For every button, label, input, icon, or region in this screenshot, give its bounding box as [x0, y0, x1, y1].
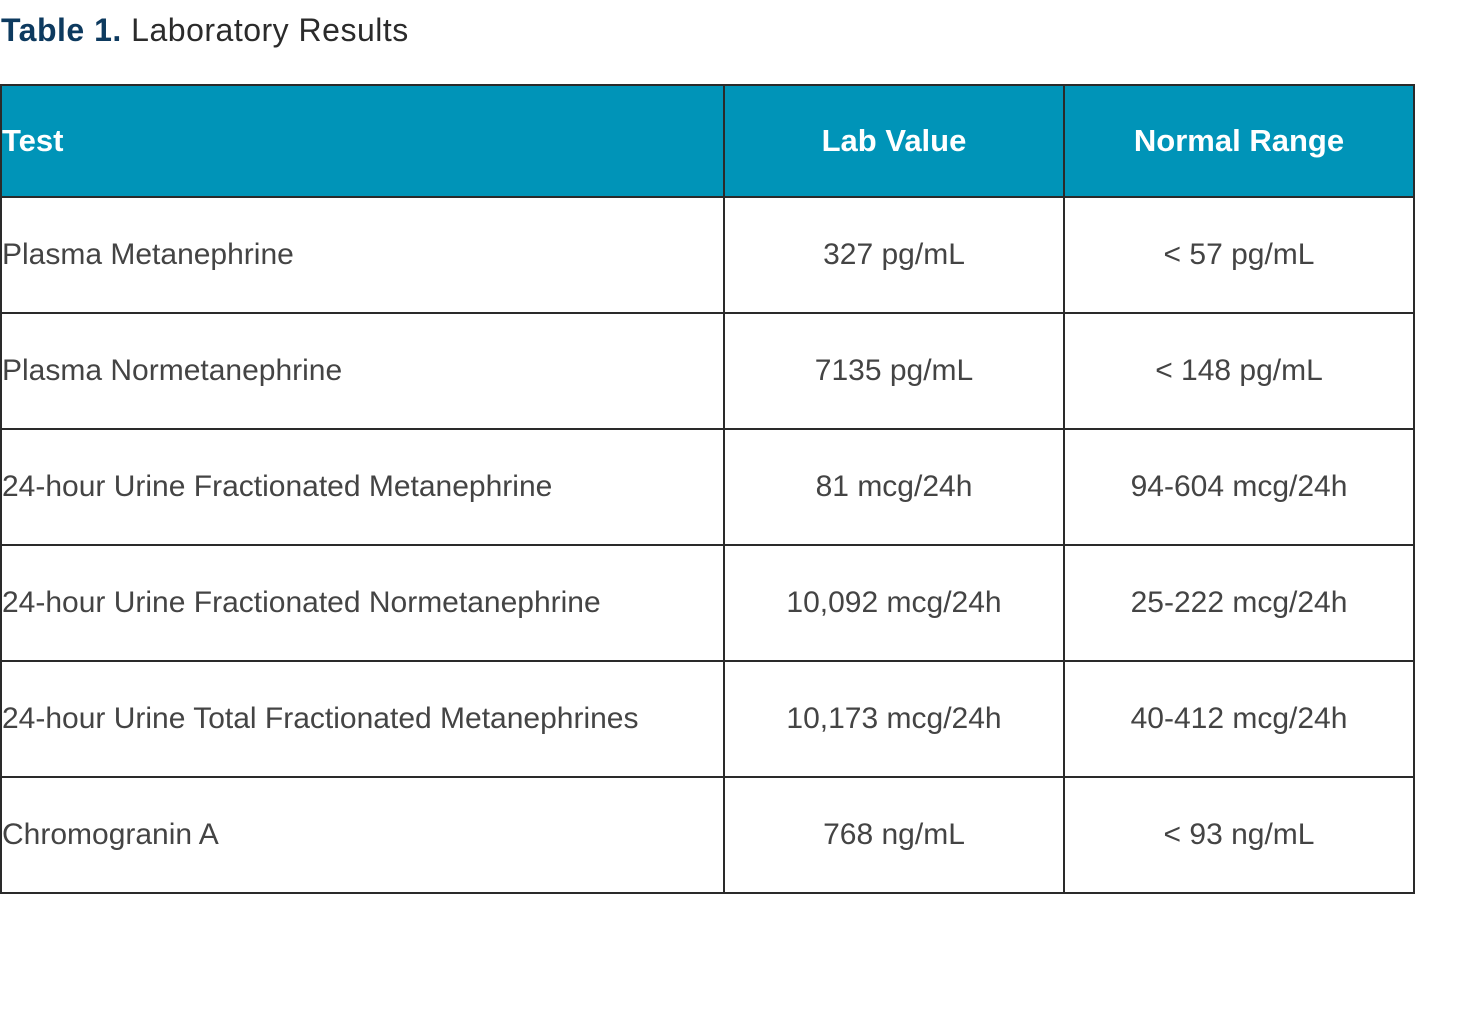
- cell-test: Chromogranin A: [1, 777, 724, 893]
- cell-lab-value: 10,092 mcg/24h: [724, 545, 1064, 661]
- cell-lab-value: 327 pg/mL: [724, 197, 1064, 313]
- table-row: [1, 197, 1414, 313]
- table-header: [1, 85, 1414, 197]
- cell-test: Plasma Metanephrine: [1, 197, 724, 313]
- header-row: [1, 85, 1414, 197]
- header-lab-value: Lab Value: [724, 85, 1064, 197]
- table-row: [1, 545, 1414, 661]
- caption-label: Table 1.: [1, 12, 122, 48]
- cell-normal-range: < 93 ng/mL: [1064, 777, 1414, 893]
- table-row: [1, 429, 1414, 545]
- cell-test: 24-hour Urine Total Fractionated Metanephrines: [1, 661, 724, 777]
- caption-title: Laboratory Results: [131, 12, 409, 48]
- cell-test: Plasma Normetanephrine: [1, 313, 724, 429]
- table-caption: [1, 8, 409, 52]
- header-test: Test: [1, 85, 724, 197]
- table-row: [1, 661, 1414, 777]
- table-row: [1, 777, 1414, 893]
- lab-results-table: [0, 84, 1415, 894]
- header-normal-range: Normal Range: [1064, 85, 1414, 197]
- cell-lab-value: 768 ng/mL: [724, 777, 1064, 893]
- cell-lab-value: 81 mcg/24h: [724, 429, 1064, 545]
- cell-normal-range: < 148 pg/mL: [1064, 313, 1414, 429]
- cell-normal-range: 40-412 mcg/24h: [1064, 661, 1414, 777]
- table-body: [1, 197, 1414, 893]
- cell-lab-value: 7135 pg/mL: [724, 313, 1064, 429]
- cell-test: 24-hour Urine Fractionated Normetanephrine: [1, 545, 724, 661]
- table-row: [1, 313, 1414, 429]
- cell-normal-range: 94-604 mcg/24h: [1064, 429, 1414, 545]
- cell-normal-range: < 57 pg/mL: [1064, 197, 1414, 313]
- cell-lab-value: 10,173 mcg/24h: [724, 661, 1064, 777]
- cell-test: 24-hour Urine Fractionated Metanephrine: [1, 429, 724, 545]
- cell-normal-range: 25-222 mcg/24h: [1064, 545, 1414, 661]
